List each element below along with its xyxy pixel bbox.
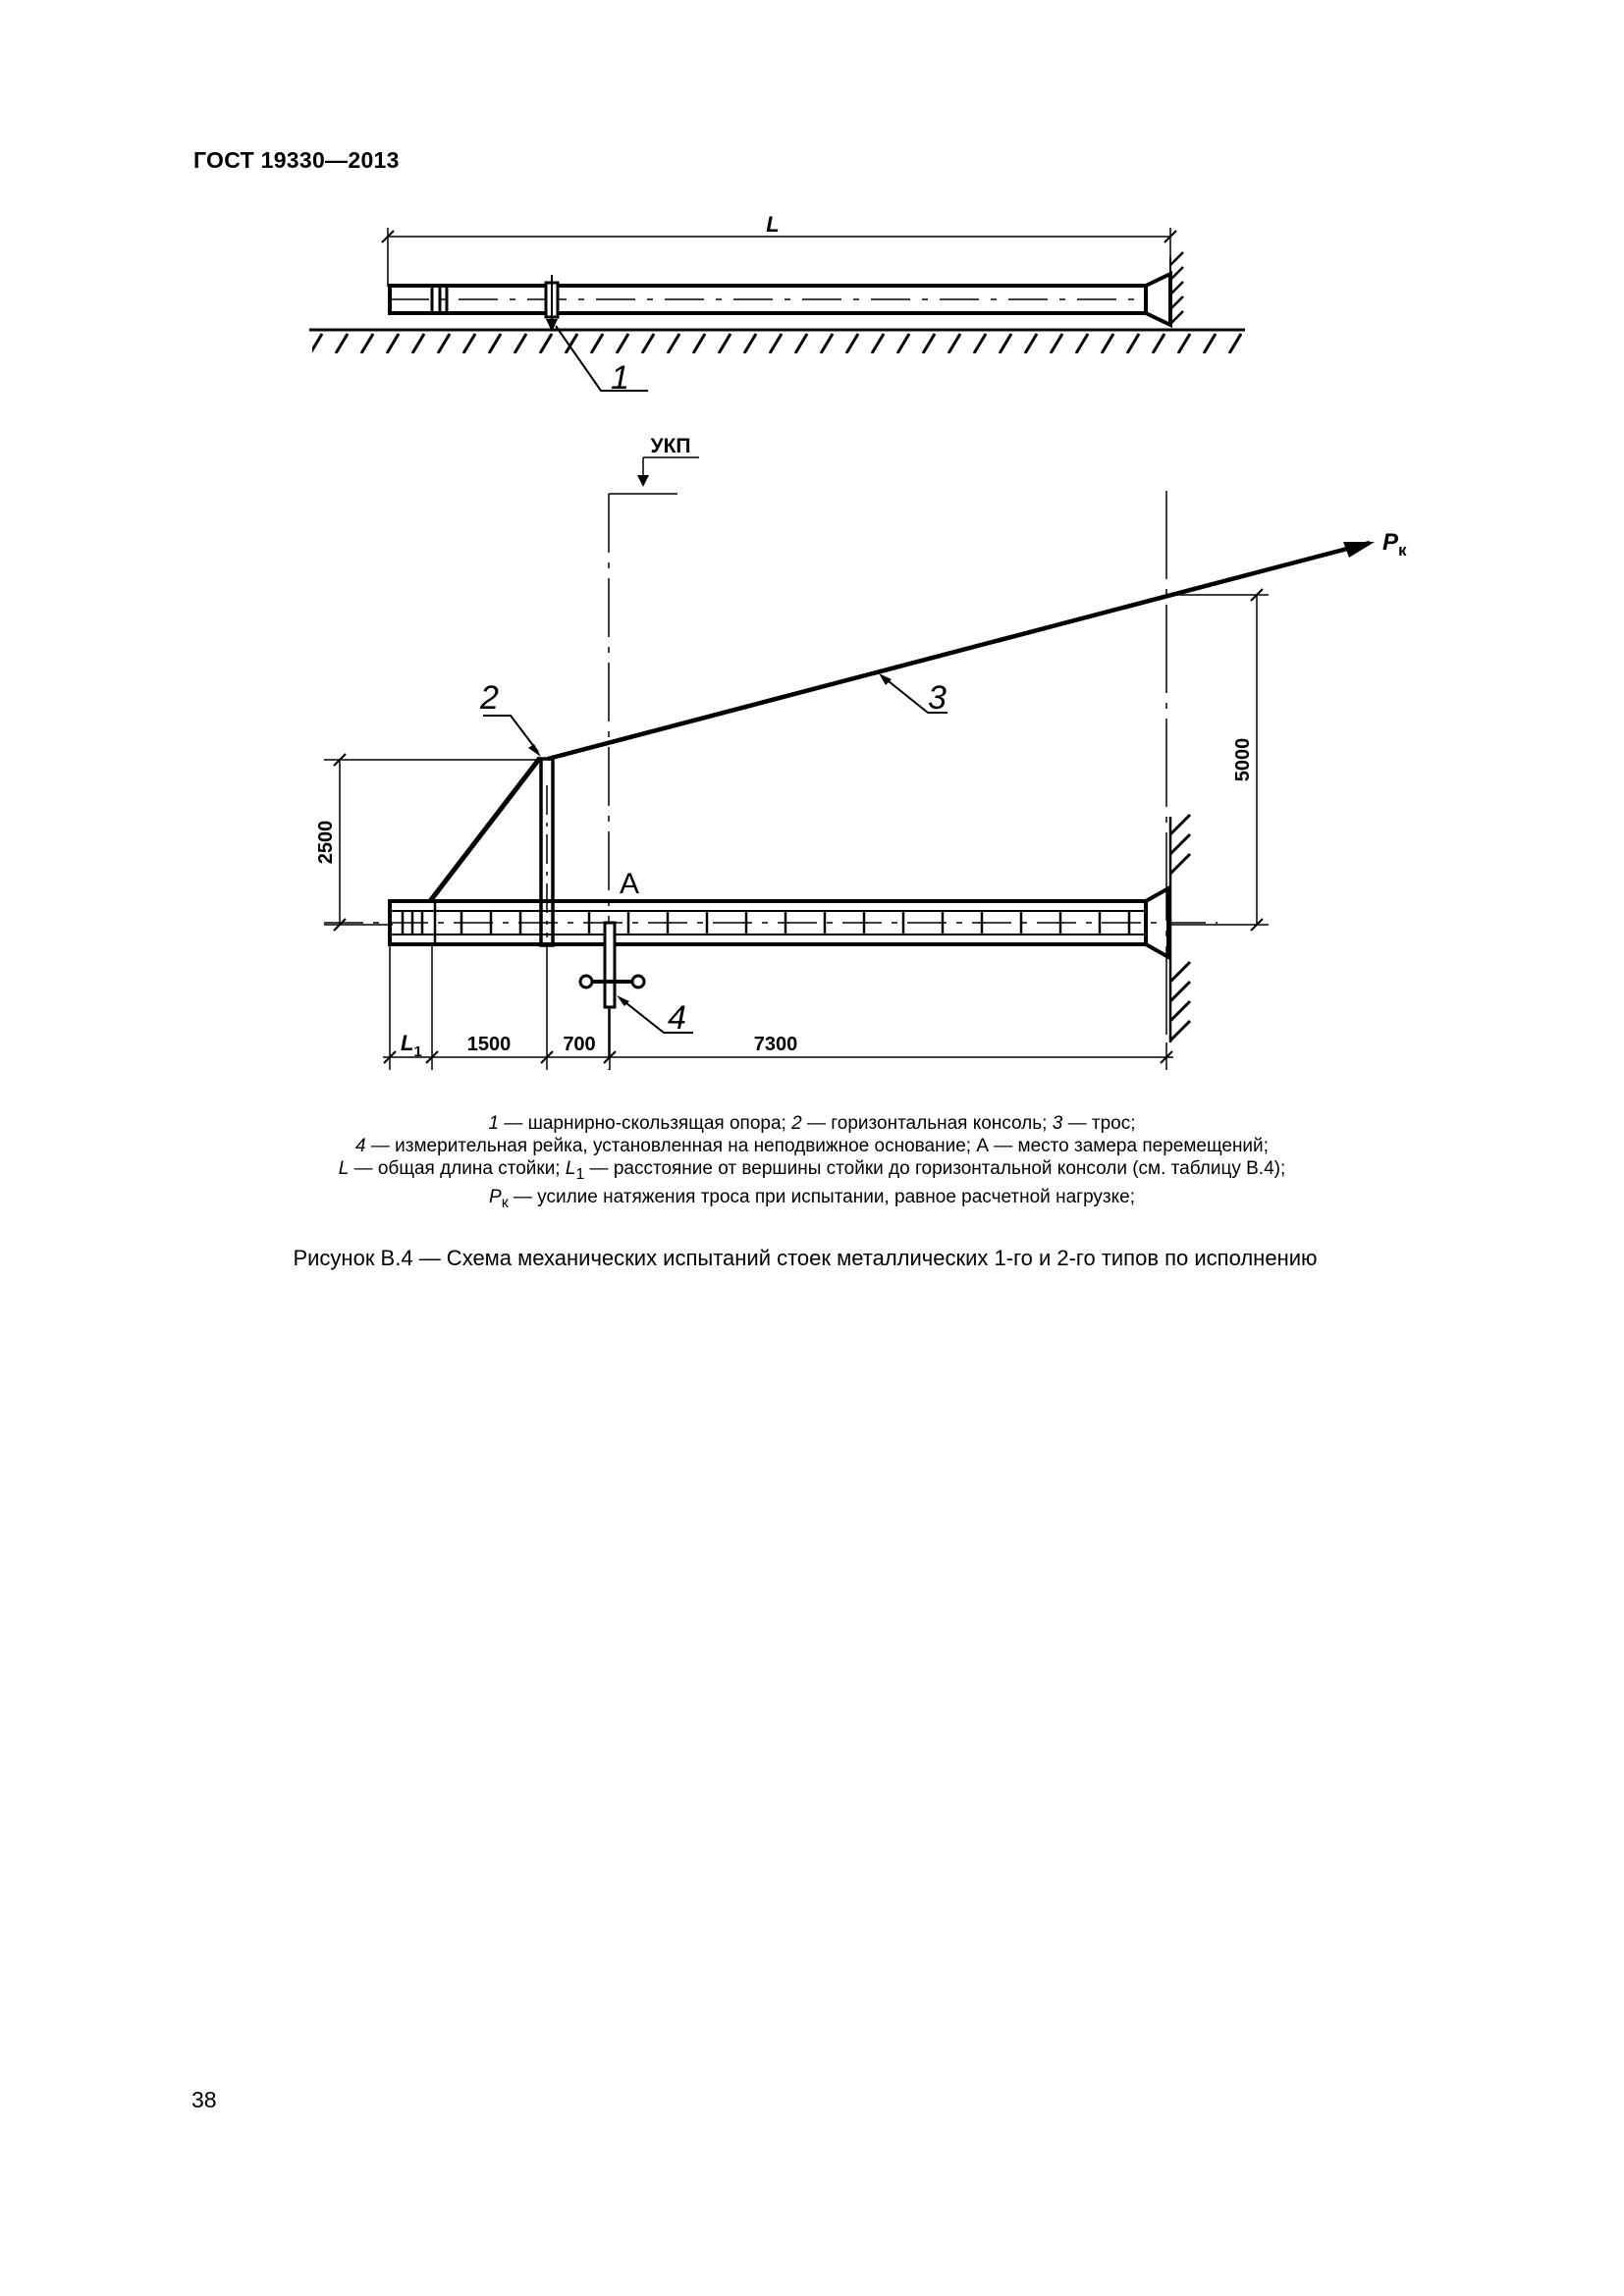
dim-700: 700 xyxy=(563,1034,596,1055)
legend-text-3: — трос; xyxy=(1062,1113,1136,1134)
figure-caption: Рисунок В.4 — Схема механических испытаний стоек металлических 1-го и 2-го типов по исполнению xyxy=(293,1246,1318,1270)
page-number: 38 xyxy=(191,2087,217,2112)
ukp-label: УКП xyxy=(650,435,691,457)
load-symbol: P xyxy=(1382,529,1399,556)
callout-1: 1 xyxy=(611,359,629,397)
dim-l1 xyxy=(401,1031,422,1060)
dim-l1-subscript: 1 xyxy=(413,1043,422,1060)
legend-sub-l1: 1 xyxy=(575,1165,585,1183)
figure-legend xyxy=(196,1112,1428,1214)
dim-total-length-label: L xyxy=(766,212,780,237)
legend-text-p: — усилие натяжения троса при испытании, равное расчетной нагрузке; xyxy=(508,1186,1135,1207)
load-label xyxy=(1382,529,1407,560)
document-header: ГОСТ 19330—2013 xyxy=(193,147,400,173)
legend-line-2 xyxy=(196,1135,1428,1157)
legend-num-3: 3 xyxy=(1052,1113,1063,1134)
legend-line-4 xyxy=(196,1186,1428,1214)
legend-sym-l1: L xyxy=(565,1158,576,1179)
dim-l1-symbol: L xyxy=(401,1031,414,1055)
dim-5000: 5000 xyxy=(1232,737,1254,782)
top-view xyxy=(309,212,1245,397)
legend-sub-p: к xyxy=(501,1194,509,1211)
legend-num-4: 4 xyxy=(355,1136,366,1156)
legend-line-1 xyxy=(196,1112,1428,1135)
callout-2: 2 xyxy=(480,679,499,717)
legend-text-l: — общая длина стойки; xyxy=(349,1158,566,1179)
legend-text-l1: — расстояние от вершины стойки до горизонтальной консоли (см. таблицу В.4); xyxy=(584,1158,1286,1179)
legend-num-1: 1 xyxy=(488,1113,500,1134)
dim-1500: 1500 xyxy=(466,1034,512,1055)
legend-num-2: 2 xyxy=(791,1113,802,1134)
legend-text-2: — горизонтальная консоль; xyxy=(801,1113,1053,1134)
legend-sym-l: L xyxy=(338,1158,350,1179)
legend-text-4: — измерительная рейка, установленная на неподвижное основание; А — место замера перемещений; xyxy=(365,1136,1269,1156)
callout-3: 3 xyxy=(928,679,947,717)
dim-7300: 7300 xyxy=(753,1034,798,1055)
legend-text-1: — шарнирно-скользящая опора; xyxy=(499,1113,792,1134)
point-a-label: A xyxy=(620,868,640,900)
main-view xyxy=(315,435,1407,1070)
legend-sym-p: P xyxy=(489,1186,502,1207)
legend-line-3 xyxy=(196,1157,1428,1186)
load-subscript: к xyxy=(1398,541,1407,560)
dim-2500: 2500 xyxy=(315,820,337,865)
callout-4: 4 xyxy=(668,999,686,1037)
